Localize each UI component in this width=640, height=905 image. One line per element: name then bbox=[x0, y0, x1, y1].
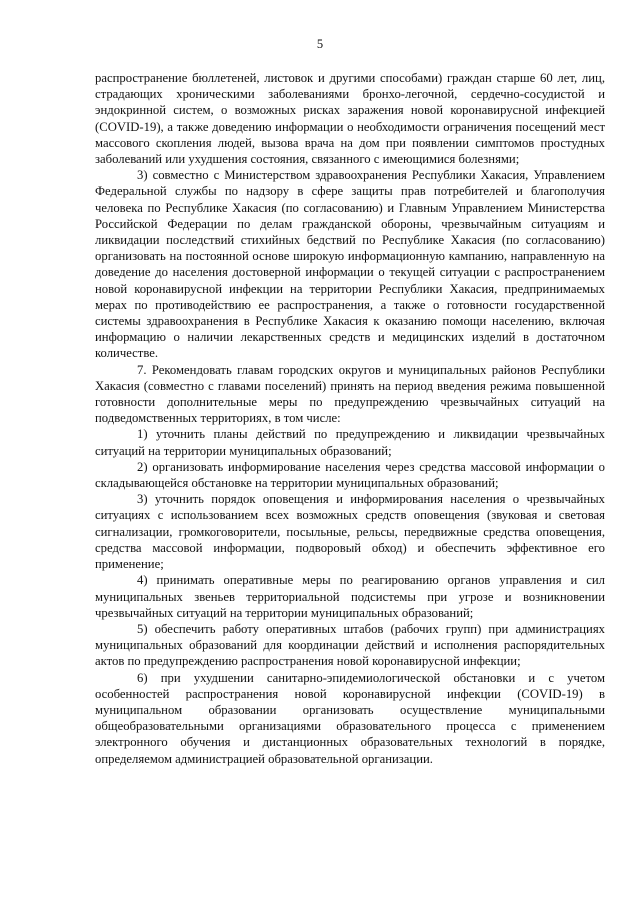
document-body bbox=[95, 70, 605, 767]
paragraph-item-5-headquarters: 5) обеспечить работу оперативных штабов (рабочих групп) при администрациях муниципальных образований для координации действий и исполнения распорядительных актов по предупреждению распространения новой коронавирусной инфекции; bbox=[95, 621, 605, 669]
paragraph-item-3-information-campaign: 3) совместно с Министерством здравоохранения Республики Хакасия, Управлением Федеральной службы по надзору в сфере защиты прав потребителей и благополучия человека по Республике Хакасия (по согласованию) и Главным Управлением Министерства Российской Федерации по делам гражданской обороны, чрезвычайным ситуациям и ликвидации последствий стихийных бедствий по Республике Хакасия (по согласованию) организовать на постоянной основе широкую информационную кампанию, направленную на доведение до населения достоверной информации о текущей ситуации с распространением новой коронавирусной инфекции на территории Республики Хакасия, предпринимаемых мерах по противодействию ее распространения, а также о готовности государственной системы здравоохранения в Республике Хакасия к оказанию помощи населению, включая информацию о наличии лекарственных средств и медицинских изделий в достаточном количестве. bbox=[95, 168, 605, 361]
paragraph-item-3-alerting: 3) уточнить порядок оповещения и информирования населения о чрезвычайных ситуациях с использованием всех возможных средств оповещения (звуковая и световая сигнализации, громкоговорители, посыльные, рельсы, передвижные средства оповещения, средства массовой информации, подворовый обход) и обеспечить эффективное его применение; bbox=[95, 492, 605, 572]
paragraph-item-2-informing: 2) организовать информирование населения через средства массовой информации о складывающейся обстановке на территории муниципальных образований; bbox=[95, 459, 605, 491]
paragraph-item-1-plans: 1) уточнить планы действий по предупреждению и ликвидации чрезвычайных ситуаций на территории муниципальных образований; bbox=[95, 427, 605, 458]
paragraph-continuation: распространение бюллетеней, листовок и другими способами) граждан старше 60 лет, лиц, страдающих хроническими заболеваниями бронхо-легочной, сердечно-сосудистой и эндокринной систем, о возможных рисках заражения новой коронавирусной инфекцией (COVID-19), а также доведению информации о необходимости ограничения посещений мест массового скопления людей, вызова врача на дом при появлении симптомов простудных заболеваний или ухудшения состояния, связанного с имеющимися болезнями; bbox=[95, 71, 605, 167]
page-number: 5 bbox=[316, 37, 324, 51]
paragraph-section-7-recommendations: 7. Рекомендовать главам городских округов и муниципальных районов Республики Хакасия (совместно с главами поселений) принять на период введения режима повышенной готовности дополнительные меры по предупреждению чрезвычайных ситуаций на подведомственных территориях, в том числе: bbox=[95, 362, 605, 426]
paragraph-item-6-distance-learning: 6) при ухудшении санитарно-эпидемиологической обстановки и с учетом особенностей распространения новой коронавирусной инфекции (COVID-19) в муниципальном образовании организовать осуществление муниципальными общеобразовательными организациями образовательного процесса с применением электронного обучения и дистанционных образовательных технологий в порядке, определяемом администрацией образовательной организации. bbox=[95, 670, 605, 766]
paragraph-item-4-response: 4) принимать оперативные меры по реагированию органов управления и сил муниципальных звеньев территориальной подсистемы при угрозе и возникновении чрезвычайных ситуаций на территории муниципальных образований; bbox=[95, 573, 605, 620]
